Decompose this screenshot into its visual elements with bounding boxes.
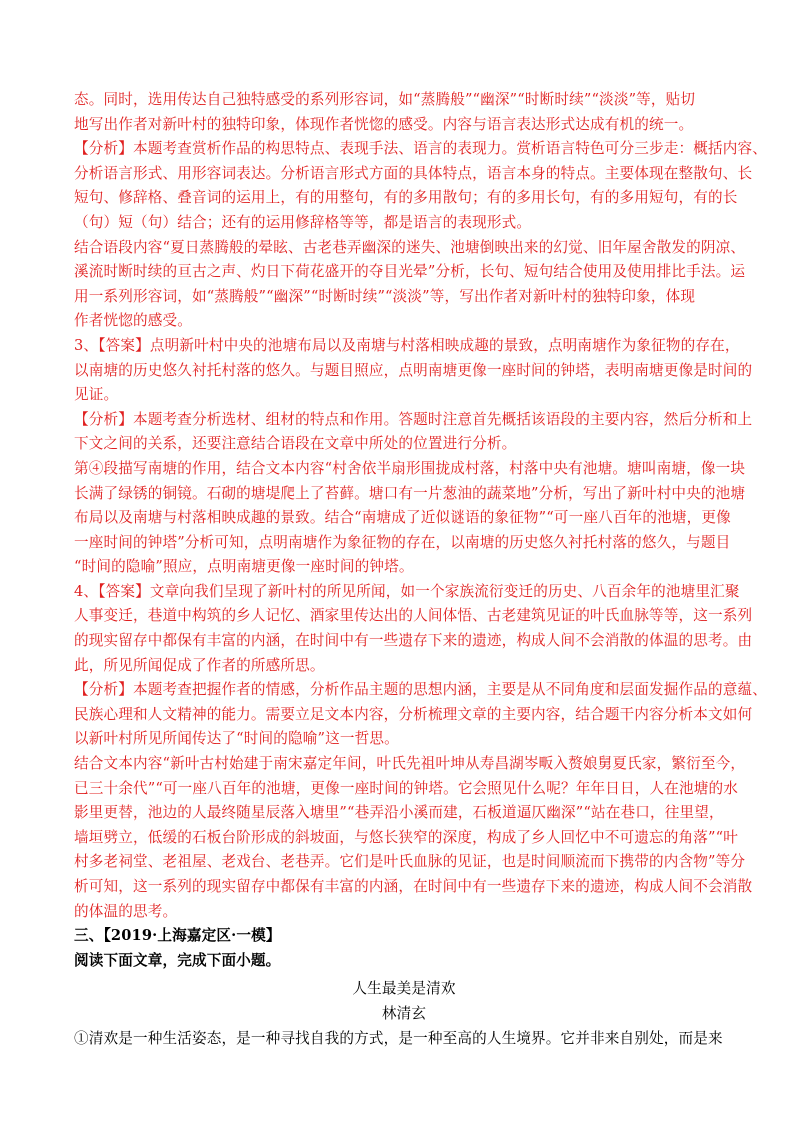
text-line: 第④段描写南塘的作用，结合文本内容“村舍依半扇形围拢成村落，村落中央有池塘。塘叫南塘，像一块 xyxy=(74,459,746,477)
text-line: 态。同时，选用传达自己独特感受的系列形容词，如“蒸腾般”“幽深”“时断时续”“淡淡”等，贴切 xyxy=(74,91,696,108)
text-line: 3、【答案】点明新叶村中央的池塘布局以及南塘与村落相映成趣的景致，点明南塘作为象征物的存在， xyxy=(74,336,740,354)
article-author: 林清玄 xyxy=(381,1004,427,1022)
text-line: 溪流时断时续的亘古之声、灼日下荷花盛开的夺目光晕”分析，长句、短句结合使用及使用排比手法。运 xyxy=(74,263,746,281)
text-line: 见证。 xyxy=(74,386,119,404)
section-heading: 三、【2019·上海嘉定区·一模】 xyxy=(74,927,281,945)
text-line: 【分析】本题考查分析选材、组材的特点和作用。答题时注意首先概括该语段的主要内容，然后分析和上 xyxy=(74,410,753,428)
text-line: 布局以及南塘与村落相映成趣的景致。结合“南塘成了近似谜语的象征物”“可一座八百年的池塘，更像 xyxy=(74,509,731,527)
article-paragraph: ①清欢是一种生活姿态，是一种寻找自我的方式，是一种至高的人生境界。它并非来自别处，而是来 xyxy=(74,1029,723,1047)
text-line: 用一系列形容词，如“蒸腾般”“幽深”“时断时续”“淡淡”等，写出作者对新叶村的独特印象，体现 xyxy=(74,287,696,305)
text-line: 民族心理和人文精神的能力。需要立足文本内容，分析梳理文章的主要内容，结合题干内容分析本文如何 xyxy=(74,705,753,723)
page-content xyxy=(74,88,767,1051)
text-line: 墙垣劈立，低缓的石板台阶形成的斜坡面，与悠长狭窄的深度，构成了乡人回忆中不可遗忘的角落”“叶 xyxy=(74,828,738,846)
text-line: 作者恍惚的感受。 xyxy=(74,312,192,330)
text-line: 析可知，这一系列的现实留存中都保有丰富的内涵，在时间中有一些遗存下来的遗迹，构成人间不会消散 xyxy=(74,878,753,895)
text-line: 长满了绿锈的铜镜。石砌的塘堤爬上了苔藓。塘口有一片葱油的蔬菜地”分析，写出了新叶村中央的池塘 xyxy=(74,484,746,502)
section3 xyxy=(74,924,734,1051)
text-line: 【分析】本题考查赏析作品的构思特点、表现手法、语言的表现力。赏析语言特色可分三步走：概括内容、 xyxy=(74,140,767,158)
text-line: 的现实留存中都保有丰富的内涵，在时间中有一些遗存下来的遗迹，构成人间不会消散的体温的思考。由 xyxy=(74,632,753,650)
text-line: “时间的隐喻”照应，点明南塘更像一座时间的钟塔。 xyxy=(74,558,414,576)
text-line: 人事变迁，巷道中构筑的乡人记忆、酒家里传达出的人间体悟、古老建筑见证的叶氏血脉等等，这一系列 xyxy=(74,607,753,625)
text-line: 结合语段内容“夏日蒸腾般的晕眩、古老巷弄幽深的迷失、池塘倒映出来的幻觉、旧年屋舍散发的阴凉、 xyxy=(74,238,746,256)
text-line: 分析语言形式、用形容词表达。分析语言形式方面的具体特点，语言本身的特点。主要体现在整散句、长 xyxy=(74,164,753,182)
text-line: 下文之间的关系，还要注意结合语段在文章中所处的位置进行分析。 xyxy=(74,435,517,453)
answer3 xyxy=(74,334,753,408)
text-line: 一座时间的钟塔”分析可知，点明南塘作为象征物的存在，以南塘的历史悠久衬托村落的悠久，与题目 xyxy=(74,533,731,551)
text-line: 村多老祠堂、老祖屋、老戏台、老巷弄。它们是叶氏血脉的见证，也是时间顺流而下携带的内含物”等分 xyxy=(74,853,746,871)
analysis3 xyxy=(74,408,753,580)
text-line: 影里更替，池边的人最终随星辰落入塘里”“巷弄沿小溪而建，石板道逼仄幽深”“站在巷口，往里望， xyxy=(74,804,724,822)
text-line: （句）短（句）结合；还有的运用修辞格等等，都是语言的表现形式。 xyxy=(74,213,532,231)
section-instruction: 阅读下面文章，完成下面小题。 xyxy=(74,951,281,969)
text-line: 以南塘的历史悠久衬托村落的悠久。与题目照应，点明南塘更像一座时间的钟塔，表明南塘更像是时间的 xyxy=(74,361,753,379)
answer4 xyxy=(74,580,753,678)
analysis2 xyxy=(74,137,767,334)
answer2-tail xyxy=(74,88,734,137)
text-line: 以新叶村所见所闻传达了“时间的隐喻”这一哲思。 xyxy=(74,730,399,748)
text-line: 结合文本内容“新叶古村始建于南宋嘉定年间，叶氏先祖叶坤从寿昌湖岑畈入赘娘舅夏氏家，繁衍至今， xyxy=(74,755,746,773)
analysis4 xyxy=(74,678,767,924)
text-line: 【分析】本题考查把握作者的情感，分析作品主题的思想内涵，主要是从不同角度和层面发掘作品的意蕴、 xyxy=(74,681,767,699)
text-line: 的体温的思考。 xyxy=(74,902,178,920)
text-line: 4、【答案】文章向我们呈现了新叶村的所见所闻，如一个家族流衍变迁的历史、八百余年的池塘里汇聚 xyxy=(74,582,740,600)
text-line: 此，所见所闻促成了作者的所感所思。 xyxy=(74,656,325,674)
text-line: 短句、修辞格、叠音词的运用上，有的用整句，有的多用散句；有的多用长句，有的多用短句，有的长 xyxy=(74,189,738,207)
text-line: 地写出作者对新叶村的独特印象，体现作者恍惚的感受。内容与语言表达形式达成有机的统一。 xyxy=(74,115,694,133)
article-title: 人生最美是清欢 xyxy=(352,980,456,998)
text-line: 已三十余代”“可一座八百年的池塘，更像一座时间的钟塔。它会照见什么呢？年年日日，人在池塘的水 xyxy=(74,779,738,797)
